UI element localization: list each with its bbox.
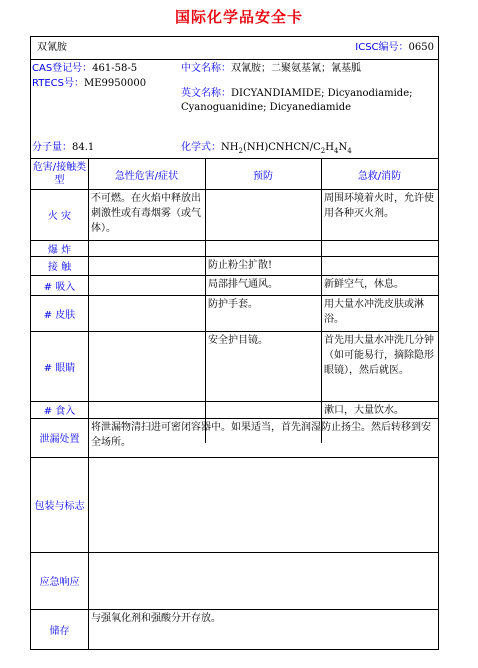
molecular-weight	[32, 141, 94, 155]
en-name-value-1: DICYANDIAMIDE; Dicyanodiamide;	[231, 88, 413, 99]
row-explosion-symptom	[89, 240, 205, 242]
storage-text: 与强氧化剂和强酸分开存放。	[91, 613, 221, 624]
cn-name	[181, 62, 361, 76]
row-skin-firstaid: 用大量水冲洗皮肤或淋浴。	[324, 299, 424, 325]
spill-text: 将泄漏物清扫进可密闭容器中。如果适当，首先润湿防止扬尘。然后转移到安全场所。	[91, 422, 431, 448]
row-fire-prevent	[206, 190, 321, 192]
row-contact-firstaid	[322, 257, 438, 259]
package-text	[89, 458, 437, 460]
cas-value: 461-58-5	[92, 63, 138, 74]
page-title: 国际化学品安全卡	[174, 8, 303, 26]
spill-label: 泄漏处置	[39, 434, 80, 445]
formula-value: $NH_2(NH)CNHCN/C_2H_4N_4$	[221, 142, 352, 155]
row-explosion-prevent	[206, 240, 321, 242]
row-inhale-firstaid: 新鲜空气，休息。	[324, 279, 404, 290]
row-fire-label: 火 灾	[47, 211, 72, 222]
rtecs-number	[32, 77, 146, 91]
cas-number	[32, 62, 137, 76]
row-contact-symptom	[89, 257, 205, 259]
row-skin-label: # 皮肤	[43, 309, 76, 321]
row-explosion-label: 爆 炸	[47, 244, 72, 256]
chemical-name: 双氰胺	[37, 42, 67, 53]
storage-label: 储存	[49, 626, 70, 637]
safety-card	[30, 36, 439, 650]
emergency-label: 应急响应	[39, 577, 80, 588]
row-ingest-label: # 食入	[43, 406, 76, 417]
row-fire-firstaid: 周围环境着火时，允许使用各种灭火剂。	[324, 193, 434, 219]
row-skin-prevent: 防护手套。	[208, 299, 258, 310]
cn-name-value: 双氰胺；二聚氨基氰；氰基胍	[231, 63, 361, 74]
en-name-value-2: Cyanoguanidine; Dicyanediamide	[181, 102, 352, 113]
icsc-value: 0650	[408, 42, 434, 53]
row-inhale-label: # 吸入	[43, 281, 76, 293]
row-contact-label: 接 触	[47, 262, 72, 273]
header-prevent: 预防	[253, 171, 273, 182]
row-eyes-label: # 眼睛	[43, 362, 76, 374]
rtecs-label: RTECS号：	[32, 78, 84, 89]
header-firstaid: 急救/消防	[357, 171, 402, 182]
row-eyes-firstaid: 首先用大量水冲洗几分钟（如可能易行，摘除隐形眼镜），然后就医。	[324, 335, 434, 376]
row-eyes-prevent: 安全护目镜。	[208, 335, 268, 346]
mw-value: 84.1	[72, 142, 95, 153]
en-name-label: 英文名称：	[181, 88, 231, 99]
icsc-label: ICSC编号：	[355, 42, 409, 53]
formula-label: 化学式：	[181, 142, 221, 153]
package-label: 包装与标志	[34, 501, 85, 512]
row-skin-symptom	[89, 296, 205, 298]
header-symptom: 急性危害/症状	[114, 171, 179, 182]
row-ingest-prevent	[206, 402, 321, 404]
row-fire-symptom: 不可燃。在火焰中释放出刺激性或有毒烟雾（或气体）。	[91, 193, 201, 234]
emergency-text	[89, 553, 437, 555]
row-ingest-symptom	[89, 402, 205, 404]
row-eyes-symptom	[89, 332, 205, 334]
cas-label: CAS登记号：	[32, 63, 93, 74]
rtecs-value: ME9950000	[83, 78, 147, 89]
header-type: 危害/接触类型	[32, 162, 87, 186]
icsc-number	[355, 41, 434, 55]
row-inhale-symptom	[89, 276, 205, 278]
mw-label: 分子量：	[32, 142, 72, 153]
en-name	[181, 87, 436, 101]
row-ingest-firstaid: 漱口，大量饮水。	[324, 405, 404, 416]
cn-name-label: 中文名称：	[181, 63, 231, 74]
chemical-formula	[181, 141, 352, 158]
row-explosion-firstaid	[322, 240, 438, 242]
row-contact-prevent: 防止粉尘扩散!	[208, 260, 273, 271]
row-inhale-prevent: 局部排气通风。	[208, 279, 278, 290]
